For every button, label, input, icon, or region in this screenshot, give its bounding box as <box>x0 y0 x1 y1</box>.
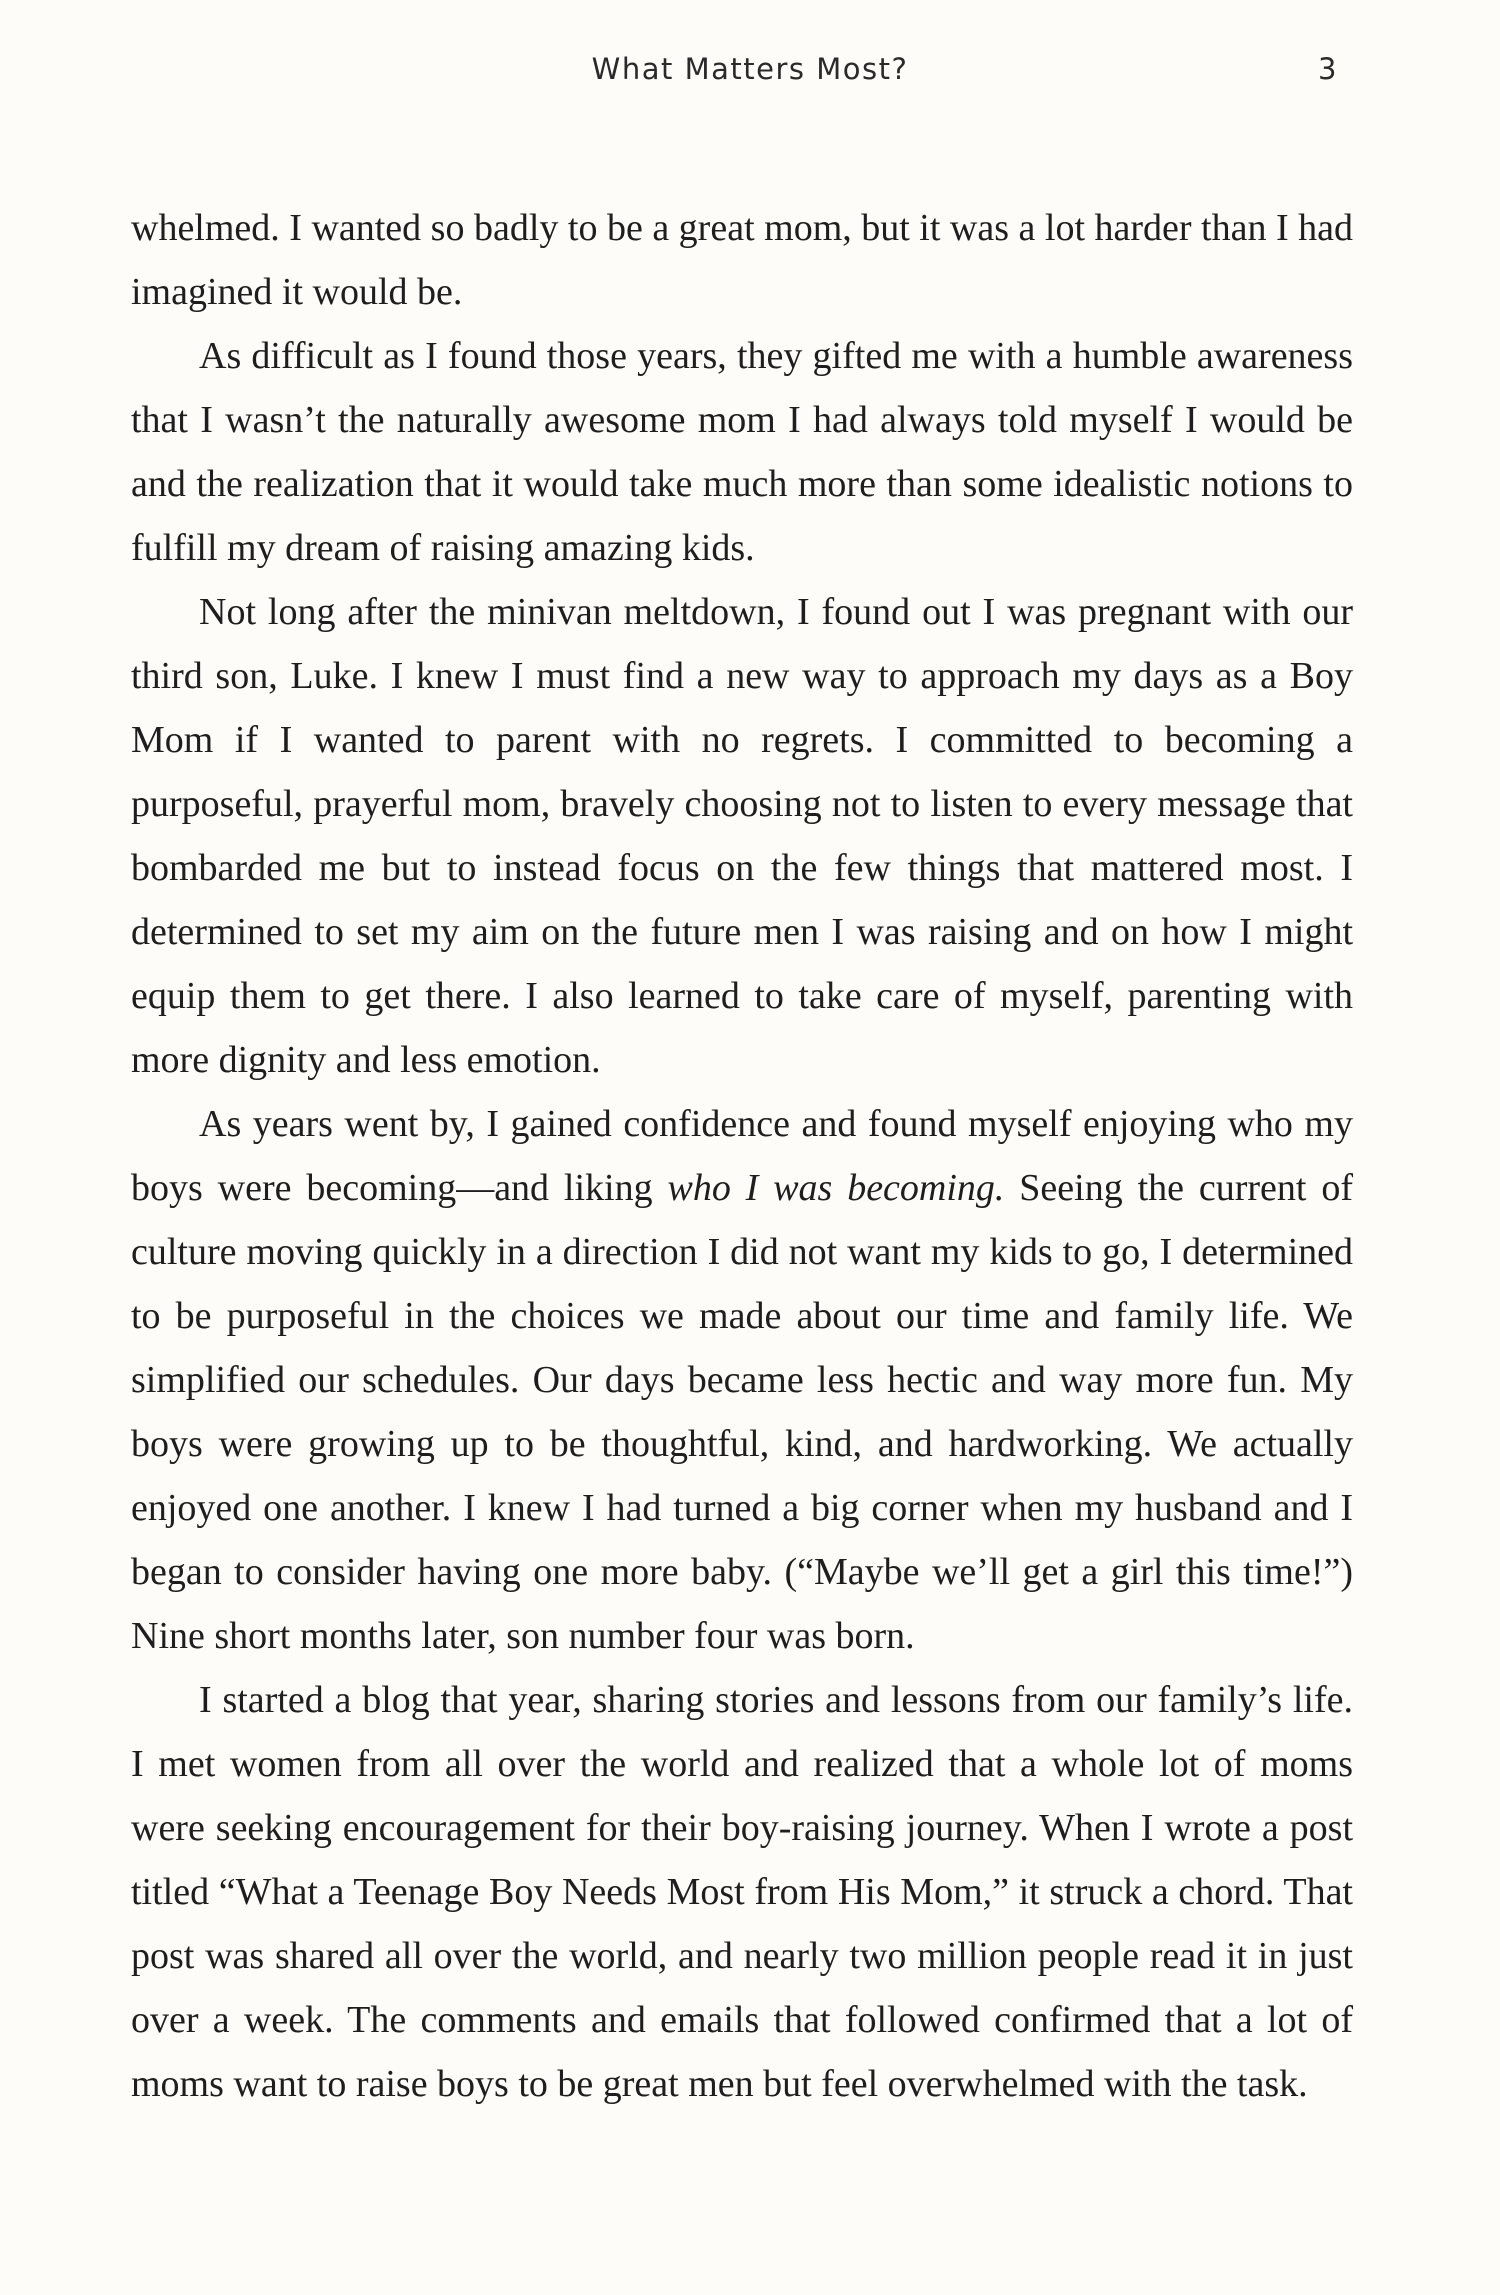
paragraph-2: As difficult as I found those years, they gifted me with a humble awareness that I wasn’t the naturally awesome mom I had always told myself I would be and the realization that it would take much more than some idealistic notions to fulfill my dream of raising amazing kids. <box>131 335 1353 569</box>
paragraph-4-text-before: As years went by, I gained confidence and found myself enjoying who my boys were becoming—and liking <box>131 1103 1353 1209</box>
chapter-title: What Matters Most? <box>591 52 909 86</box>
body-text <box>131 196 1353 2116</box>
page-number: 3 <box>1318 52 1338 86</box>
paragraph-4 <box>131 1092 1353 1668</box>
paragraph-5: I started a blog that year, sharing stories and lessons from our family’s life. I met women from all over the world and realized that a whole lot of moms were seeking encouragement for their boy-raising journey. When I wrote a post titled “What a Teenage Boy Needs Most from His Mom,” it struck a chord. That post was shared all over the world, and nearly two million people read it in just over a week. The comments and emails that followed confirmed that a lot of moms want to raise boys to be great men but feel overwhelmed with the task. <box>131 1679 1353 2105</box>
paragraph-3: Not long after the minivan meltdown, I found out I was pregnant with our third son, Luke. I knew I must find a new way to approach my days as a Boy Mom if I wanted to parent with no regrets. I committed to becoming a purposeful, prayerful mom, bravely choosing not to listen to every message that bombarded me but to instead focus on the few things that mattered most. I determined to set my aim on the future men I was raising and on how I might equip them to get there. I also learned to take care of myself, parenting with more dignity and less emotion. <box>131 591 1353 1081</box>
italic-emphasis: who I was becoming. <box>667 1167 1005 1209</box>
paragraph-4-text-after: Seeing the current of culture moving quickly in a direction I did not want my kids to go, I determined to be purposeful in the choices we made about our time and family life. We simplified our schedules. Our days became less hectic and way more fun. My boys were growing up to be thoughtful, kind, and hardworking. We actually enjoyed one another. I knew I had turned a big corner when my husband and I began to consider having one more baby. (“Maybe we’ll get a girl this time!”) Nine short months later, son number four was born. <box>131 1167 1353 1657</box>
running-head <box>0 52 1500 92</box>
paragraph-1: whelmed. I wanted so badly to be a great mom, but it was a lot harder than I had imagined it would be. <box>131 207 1353 313</box>
